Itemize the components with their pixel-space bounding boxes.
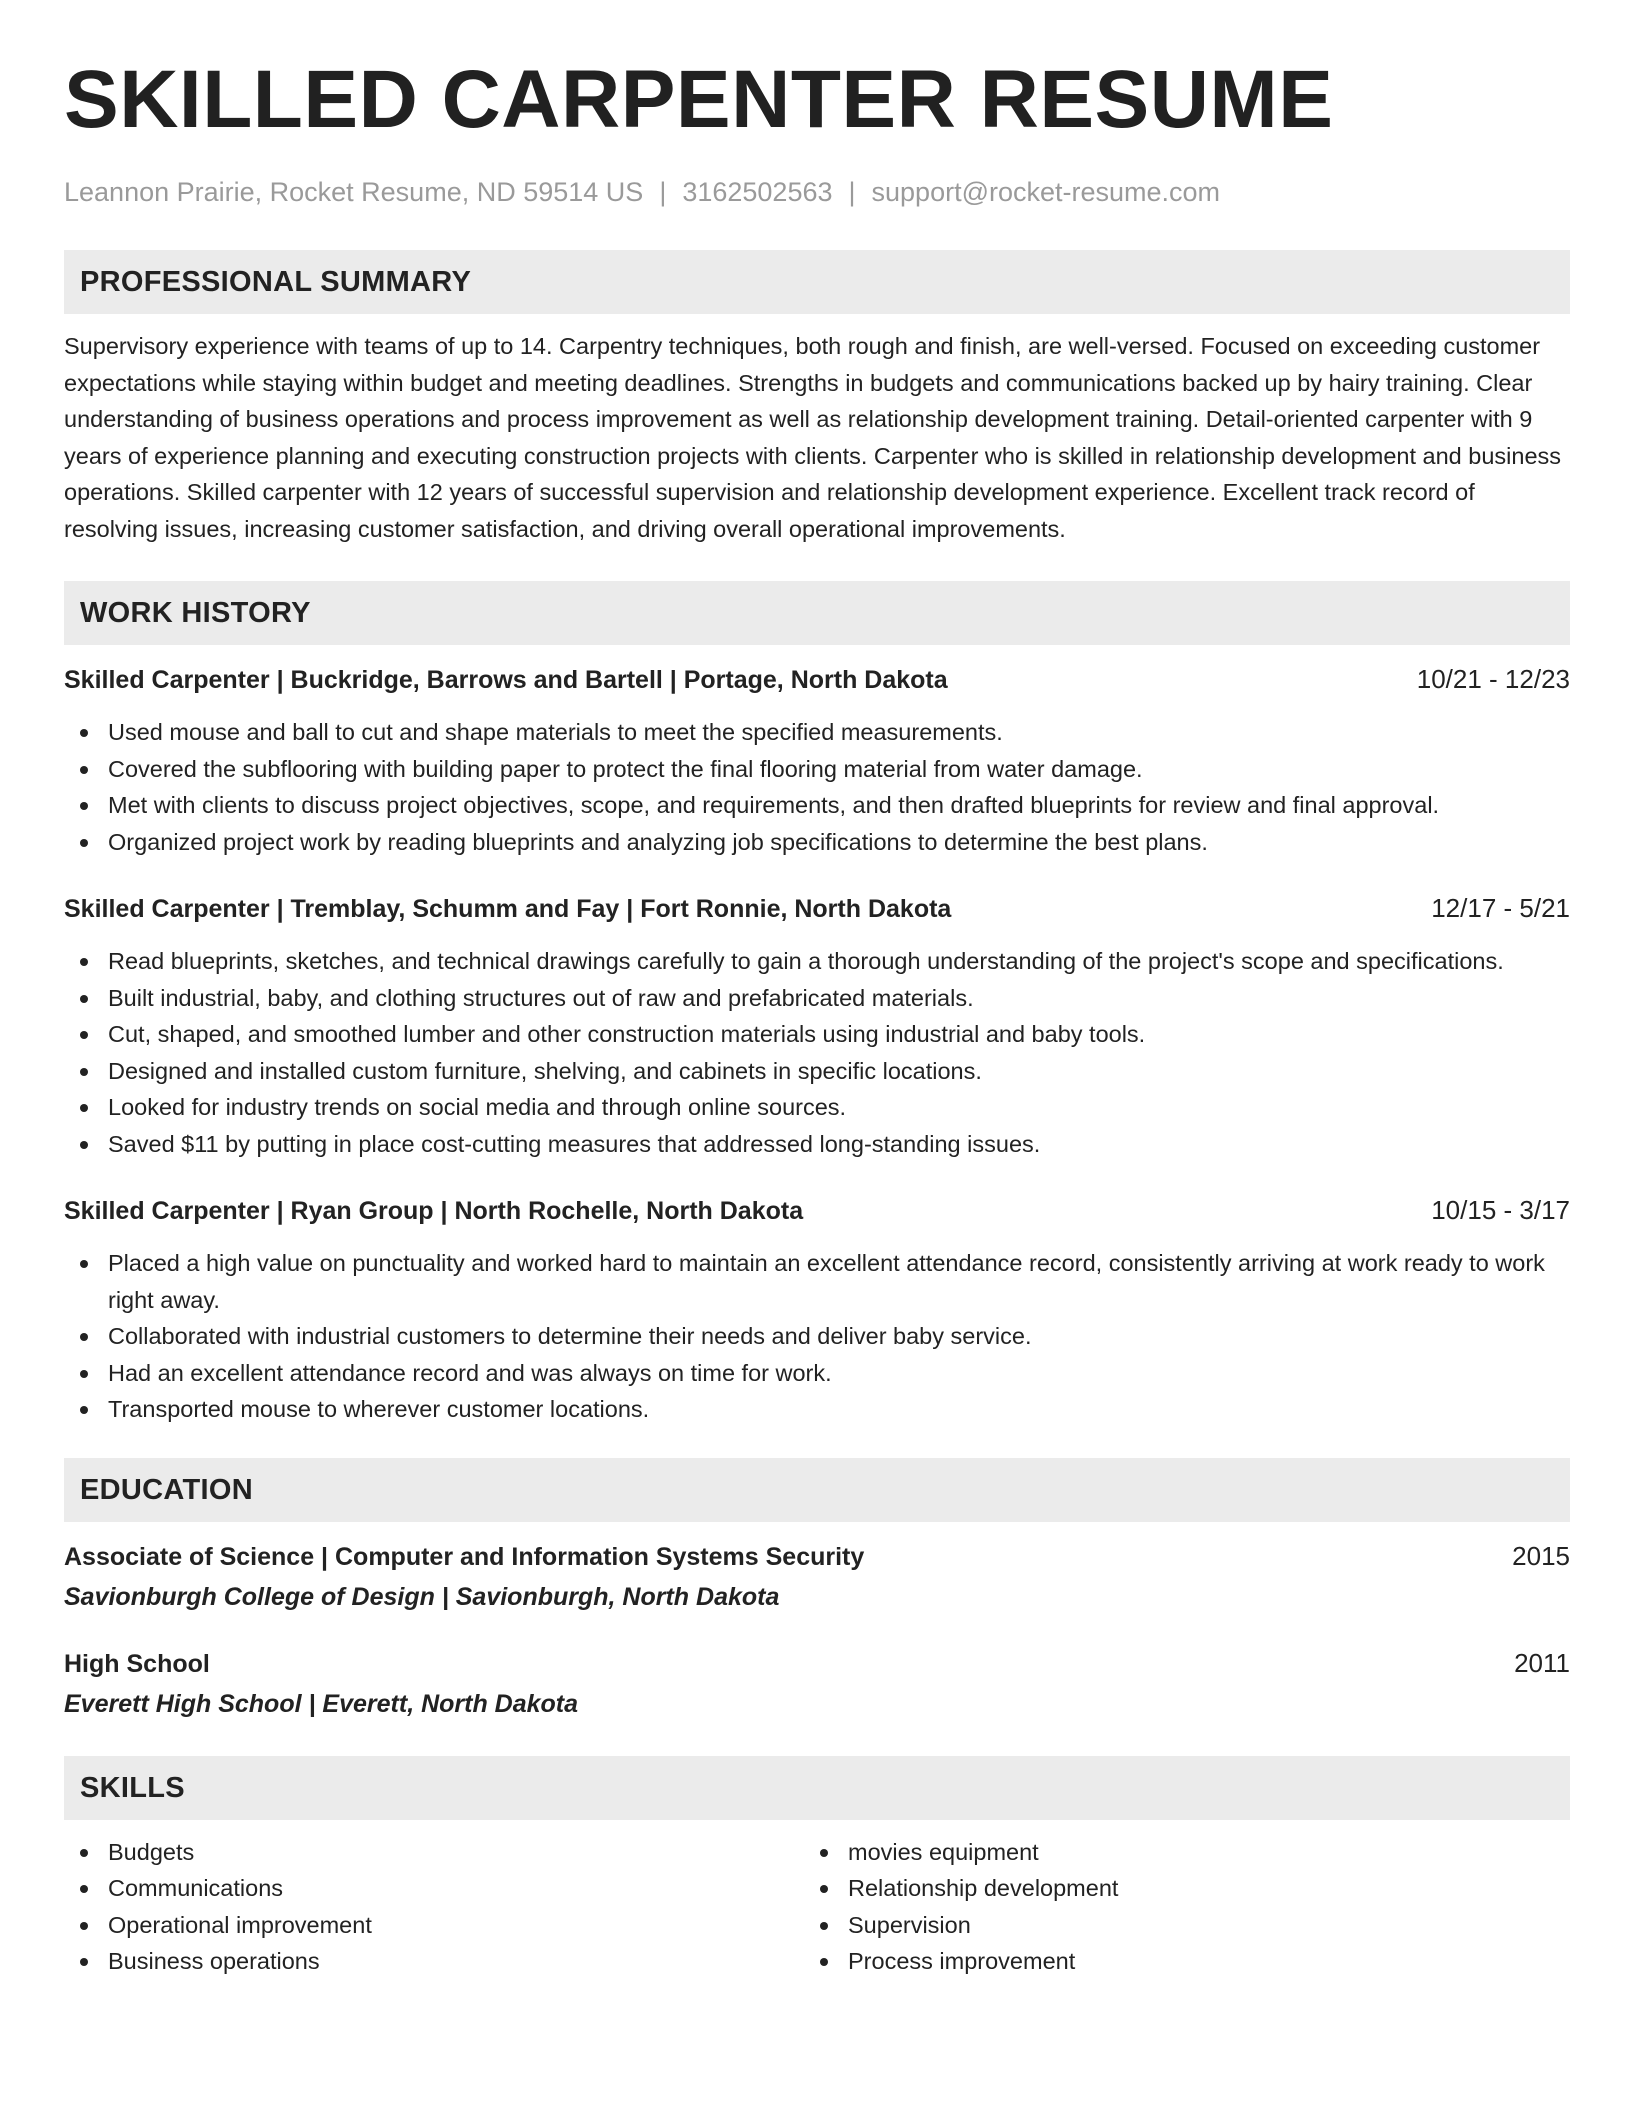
education-year: 2011 <box>1514 1647 1570 1678</box>
contact-address: Leannon Prairie, Rocket Resume, ND 59514 US <box>64 177 644 207</box>
section-heading-skills: SKILLS <box>64 1756 1570 1820</box>
skill-item: Communications <box>64 1870 804 1907</box>
skill-item: movies equipment <box>804 1834 1544 1871</box>
list-item: Covered the subflooring with building paper to protect the final flooring material from water damage. <box>64 751 1570 788</box>
job-dates: 10/21 - 12/23 <box>1416 664 1570 694</box>
list-item: Designed and installed custom furniture, shelving, and cabinets in specific locations. <box>64 1053 1570 1090</box>
job-dates: 10/15 - 3/17 <box>1431 1195 1570 1225</box>
list-item: Transported mouse to wherever customer locations. <box>64 1391 1570 1428</box>
job-header <box>64 1192 1570 1229</box>
list-item: Organized project work by reading blueprints and analyzing job specifications to determine the best plans. <box>64 824 1570 861</box>
contact-separator: | <box>659 177 667 207</box>
list-item: Used mouse and ball to cut and shape materials to meet the specified measurements. <box>64 714 1570 751</box>
skill-item: Supervision <box>804 1907 1544 1944</box>
section-heading-education: EDUCATION <box>64 1458 1570 1522</box>
list-item: Read blueprints, sketches, and technical drawings carefully to gain a thorough understanding of the project's scope and specifications. <box>64 943 1570 980</box>
job-bullets <box>64 943 1570 1162</box>
skill-item: Relationship development <box>804 1870 1544 1907</box>
education-degree: High School <box>64 1649 210 1678</box>
job-header <box>64 661 1570 698</box>
list-item: Met with clients to discuss project objectives, scope, and requirements, and then drafted blueprints for review and final approval. <box>64 787 1570 824</box>
education-entry <box>64 1538 1570 1615</box>
skills-list <box>64 1834 1570 1980</box>
list-item: Cut, shaped, and smoothed lumber and other construction materials using industrial and baby tools. <box>64 1016 1570 1053</box>
job-entry <box>64 1192 1570 1428</box>
skill-item: Operational improvement <box>64 1907 804 1944</box>
contact-line <box>64 174 1570 210</box>
list-item: Collaborated with industrial customers to determine their needs and deliver baby service. <box>64 1318 1570 1355</box>
contact-phone: 3162502563 <box>682 177 833 207</box>
job-entry <box>64 890 1570 1162</box>
job-title: Skilled Carpenter | Ryan Group | North Rochelle, North Dakota <box>64 1197 804 1225</box>
skill-item: Business operations <box>64 1943 804 1980</box>
skills-column-left <box>64 1834 804 1980</box>
skill-item: Process improvement <box>804 1943 1544 1980</box>
education-header <box>64 1538 1570 1575</box>
job-title: Skilled Carpenter | Buckridge, Barrows and Bartell | Portage, North Dakota <box>64 666 948 694</box>
list-item: Saved $11 by putting in place cost-cutting measures that addressed long-standing issues. <box>64 1126 1570 1163</box>
list-item: Had an excellent attendance record and was always on time for work. <box>64 1355 1570 1392</box>
job-header <box>64 890 1570 927</box>
skills-column-right <box>804 1834 1544 1980</box>
section-heading-summary: PROFESSIONAL SUMMARY <box>64 250 1570 314</box>
list-item: Placed a high value on punctuality and worked hard to maintain an excellent attendance record, consistently arriving at work ready to work right away. <box>64 1245 1570 1318</box>
job-dates: 12/17 - 5/21 <box>1431 893 1570 923</box>
summary-text: Supervisory experience with teams of up to 14. Carpentry techniques, both rough and finish, are well-versed. Focused on exceeding customer expectations while staying within budget and meeting deadlines. Strengths in budgets and communications backed up by hairy training. Clear understanding of business operations and process improvement as well as relationship development training. Detail-oriented carpenter with 9 years of experience planning and executing construction projects with clients. Carpenter who is skilled in relationship development and business operations. Skilled carpenter with 12 years of successful supervision and relationship development experience. Excellent track record of resolving issues, increasing customer satisfaction, and driving overall operational improvements. <box>64 333 1562 542</box>
job-entry <box>64 661 1570 860</box>
resume-title: SKILLED CARPENTER RESUME <box>64 54 1334 145</box>
education-degree: Associate of Science | Computer and Information Systems Security <box>64 1542 865 1571</box>
list-item: Built industrial, baby, and clothing structures out of raw and prefabricated materials. <box>64 980 1570 1017</box>
job-bullets <box>64 1245 1570 1428</box>
education-school: Everett High School | Everett, North Dakota <box>64 1689 579 1718</box>
section-heading-work-history: WORK HISTORY <box>64 581 1570 645</box>
education-entry <box>64 1645 1570 1722</box>
list-item: Looked for industry trends on social media and through online sources. <box>64 1089 1570 1126</box>
education-school: Savionburgh College of Design | Savionburgh, North Dakota <box>64 1582 780 1611</box>
job-title: Skilled Carpenter | Tremblay, Schumm and Fay | Fort Ronnie, North Dakota <box>64 895 952 923</box>
contact-email: support@rocket-resume.com <box>871 177 1221 207</box>
contact-separator: | <box>848 177 856 207</box>
skill-item: Budgets <box>64 1834 804 1871</box>
education-year: 2015 <box>1512 1540 1570 1571</box>
education-header <box>64 1645 1570 1682</box>
job-bullets <box>64 714 1570 860</box>
